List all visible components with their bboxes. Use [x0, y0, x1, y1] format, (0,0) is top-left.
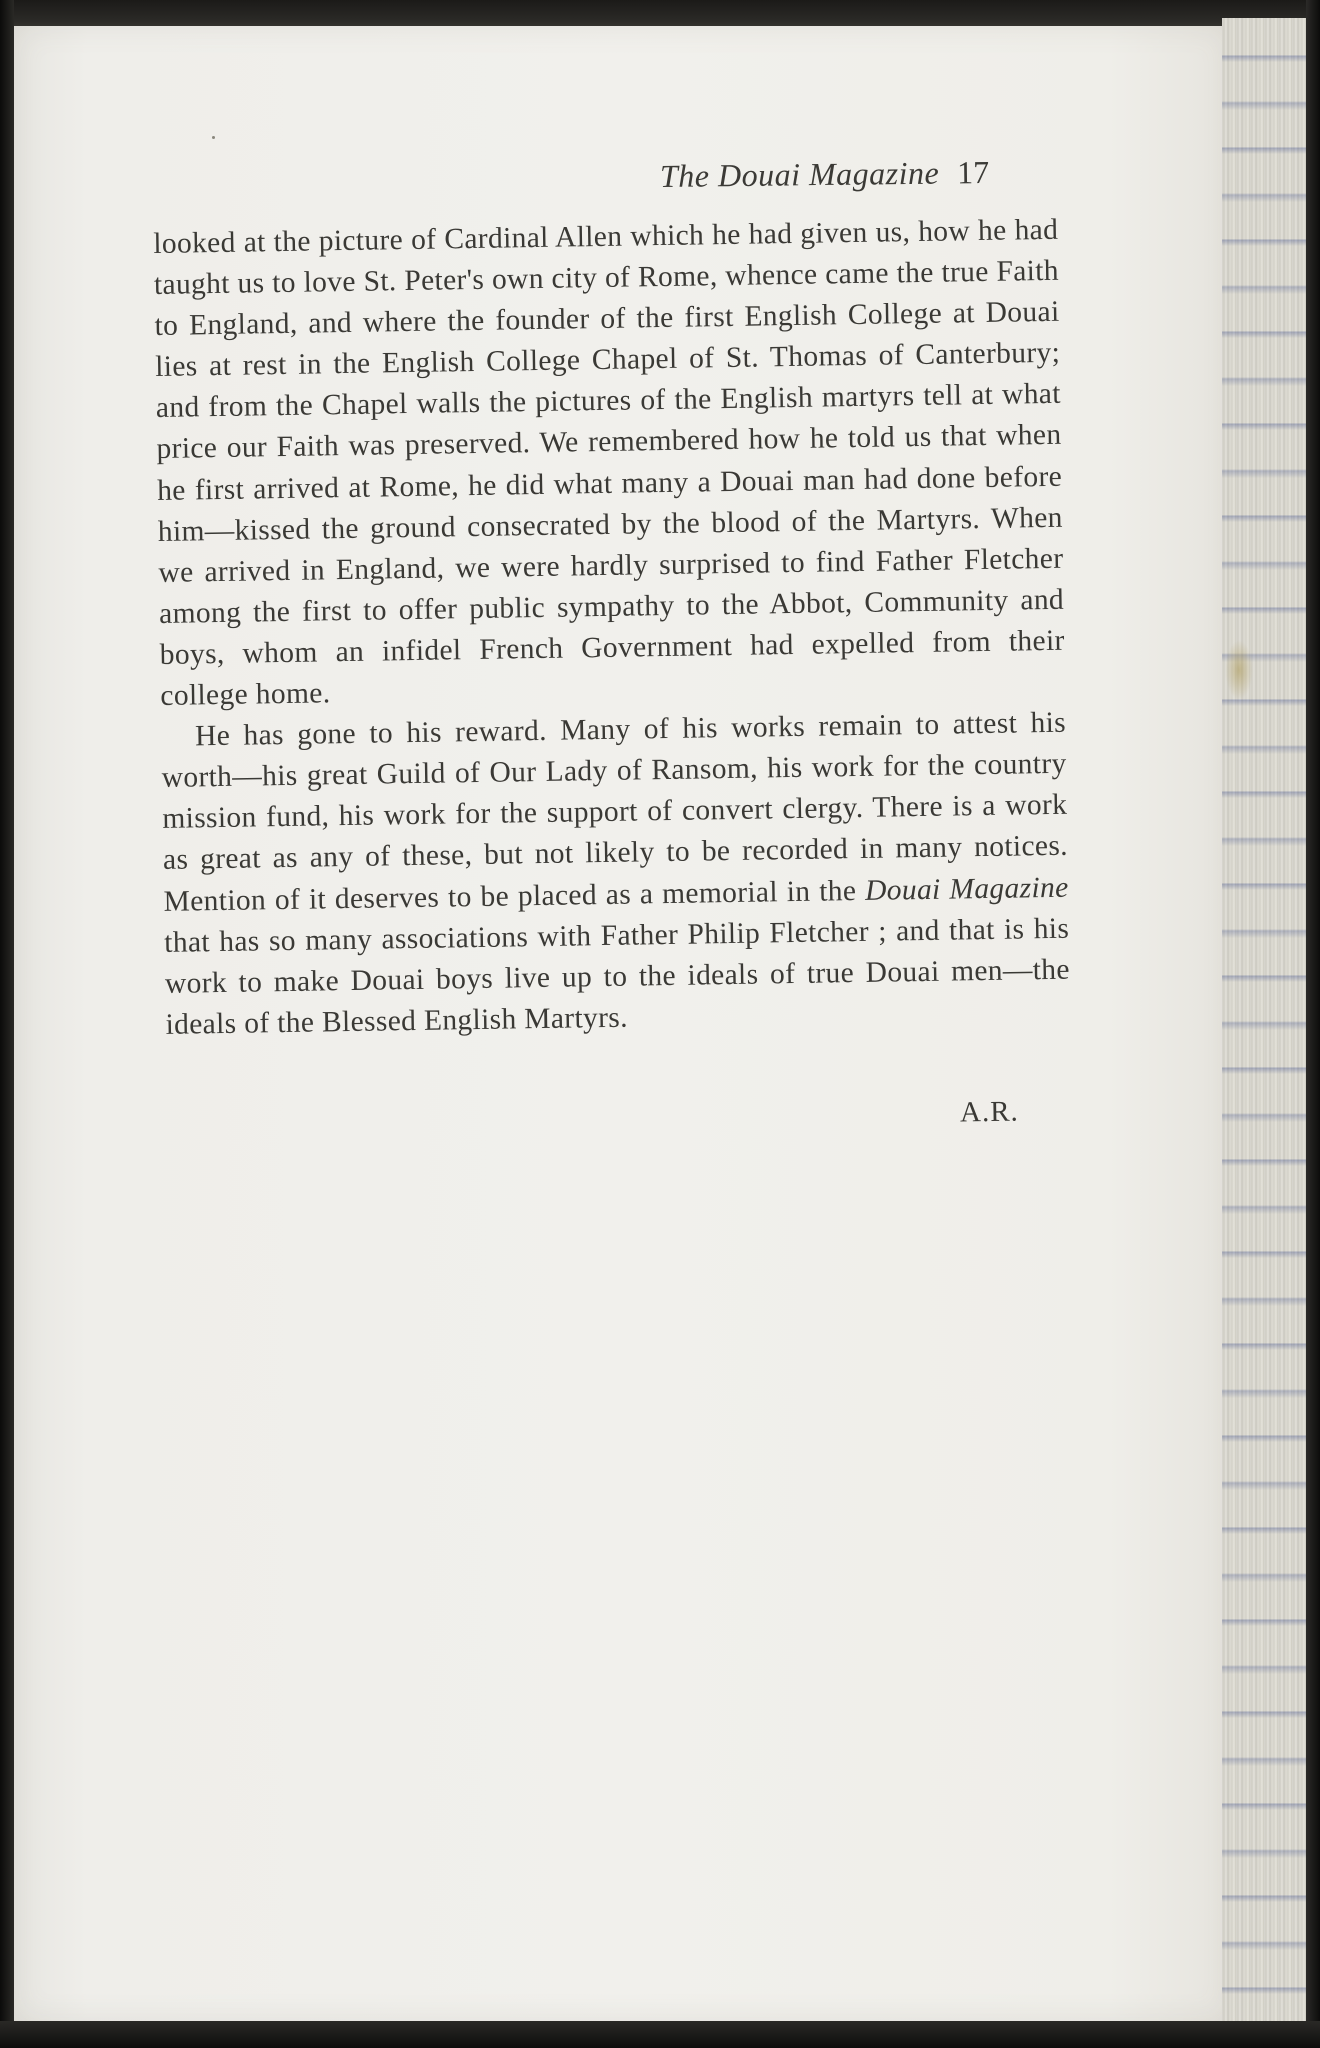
paragraph-2-text-a: He has gone to his reward. Many of his works remain to attest his worth—his great Guild of Our Lady of Ransom, his work for the country mission fund, his work for the support of convert clergy. There is a work as great as any of these, but not likely to be recorded in many notices. Mention of it deserves to be placed as a memorial in the — [161, 706, 1069, 918]
page-fore-edges — [1222, 18, 1312, 2028]
book-cover-bottom-edge — [0, 2021, 1320, 2048]
page-number: 17 — [956, 153, 990, 191]
article-body — [153, 210, 1071, 1046]
paragraph-2-text-b: that has so many associations with Father Philip Fletcher ; and that is his work to make Douai boys live up to the ideals of true Douai men—the ideals of the Blessed English Martyrs. — [164, 912, 1071, 1041]
page-edge-stain — [1225, 640, 1253, 700]
paragraph-2-italic-title: Douai Magazine — [864, 871, 1069, 907]
paragraph-2 — [161, 703, 1071, 1046]
magazine-title: The Douai Magazine — [659, 154, 940, 194]
author-signature: A.R. — [959, 1095, 1020, 1129]
running-head — [660, 153, 1060, 195]
paragraph-1: looked at the picture of Cardinal Allen which he had given us, how he had taught us to love St. Peter's own city of Rome, whence came the true Faith to England, and where the founder of the first English College at Douai lies at rest in the English College Chapel of St. Thomas of Canterbury; and from the Chapel walls the pictures of the English martyrs tell at what price our Faith was preserved. We remembered how he told us that when he first arrived at Rome, he did what many a Douai man had done before him—kissed the ground consecrated by the blood of the Martyrs. When we arrived in England, we were hardly surprised to find Father Fletcher among the first to offer public sympathy to the Abbot, Community and boys, whom an infidel French Government had expelled from their college home. — [153, 213, 1065, 712]
paper-speck — [212, 136, 215, 139]
book-cover-left-edge — [0, 0, 14, 2048]
book-cover-right-edge — [1306, 0, 1320, 2048]
